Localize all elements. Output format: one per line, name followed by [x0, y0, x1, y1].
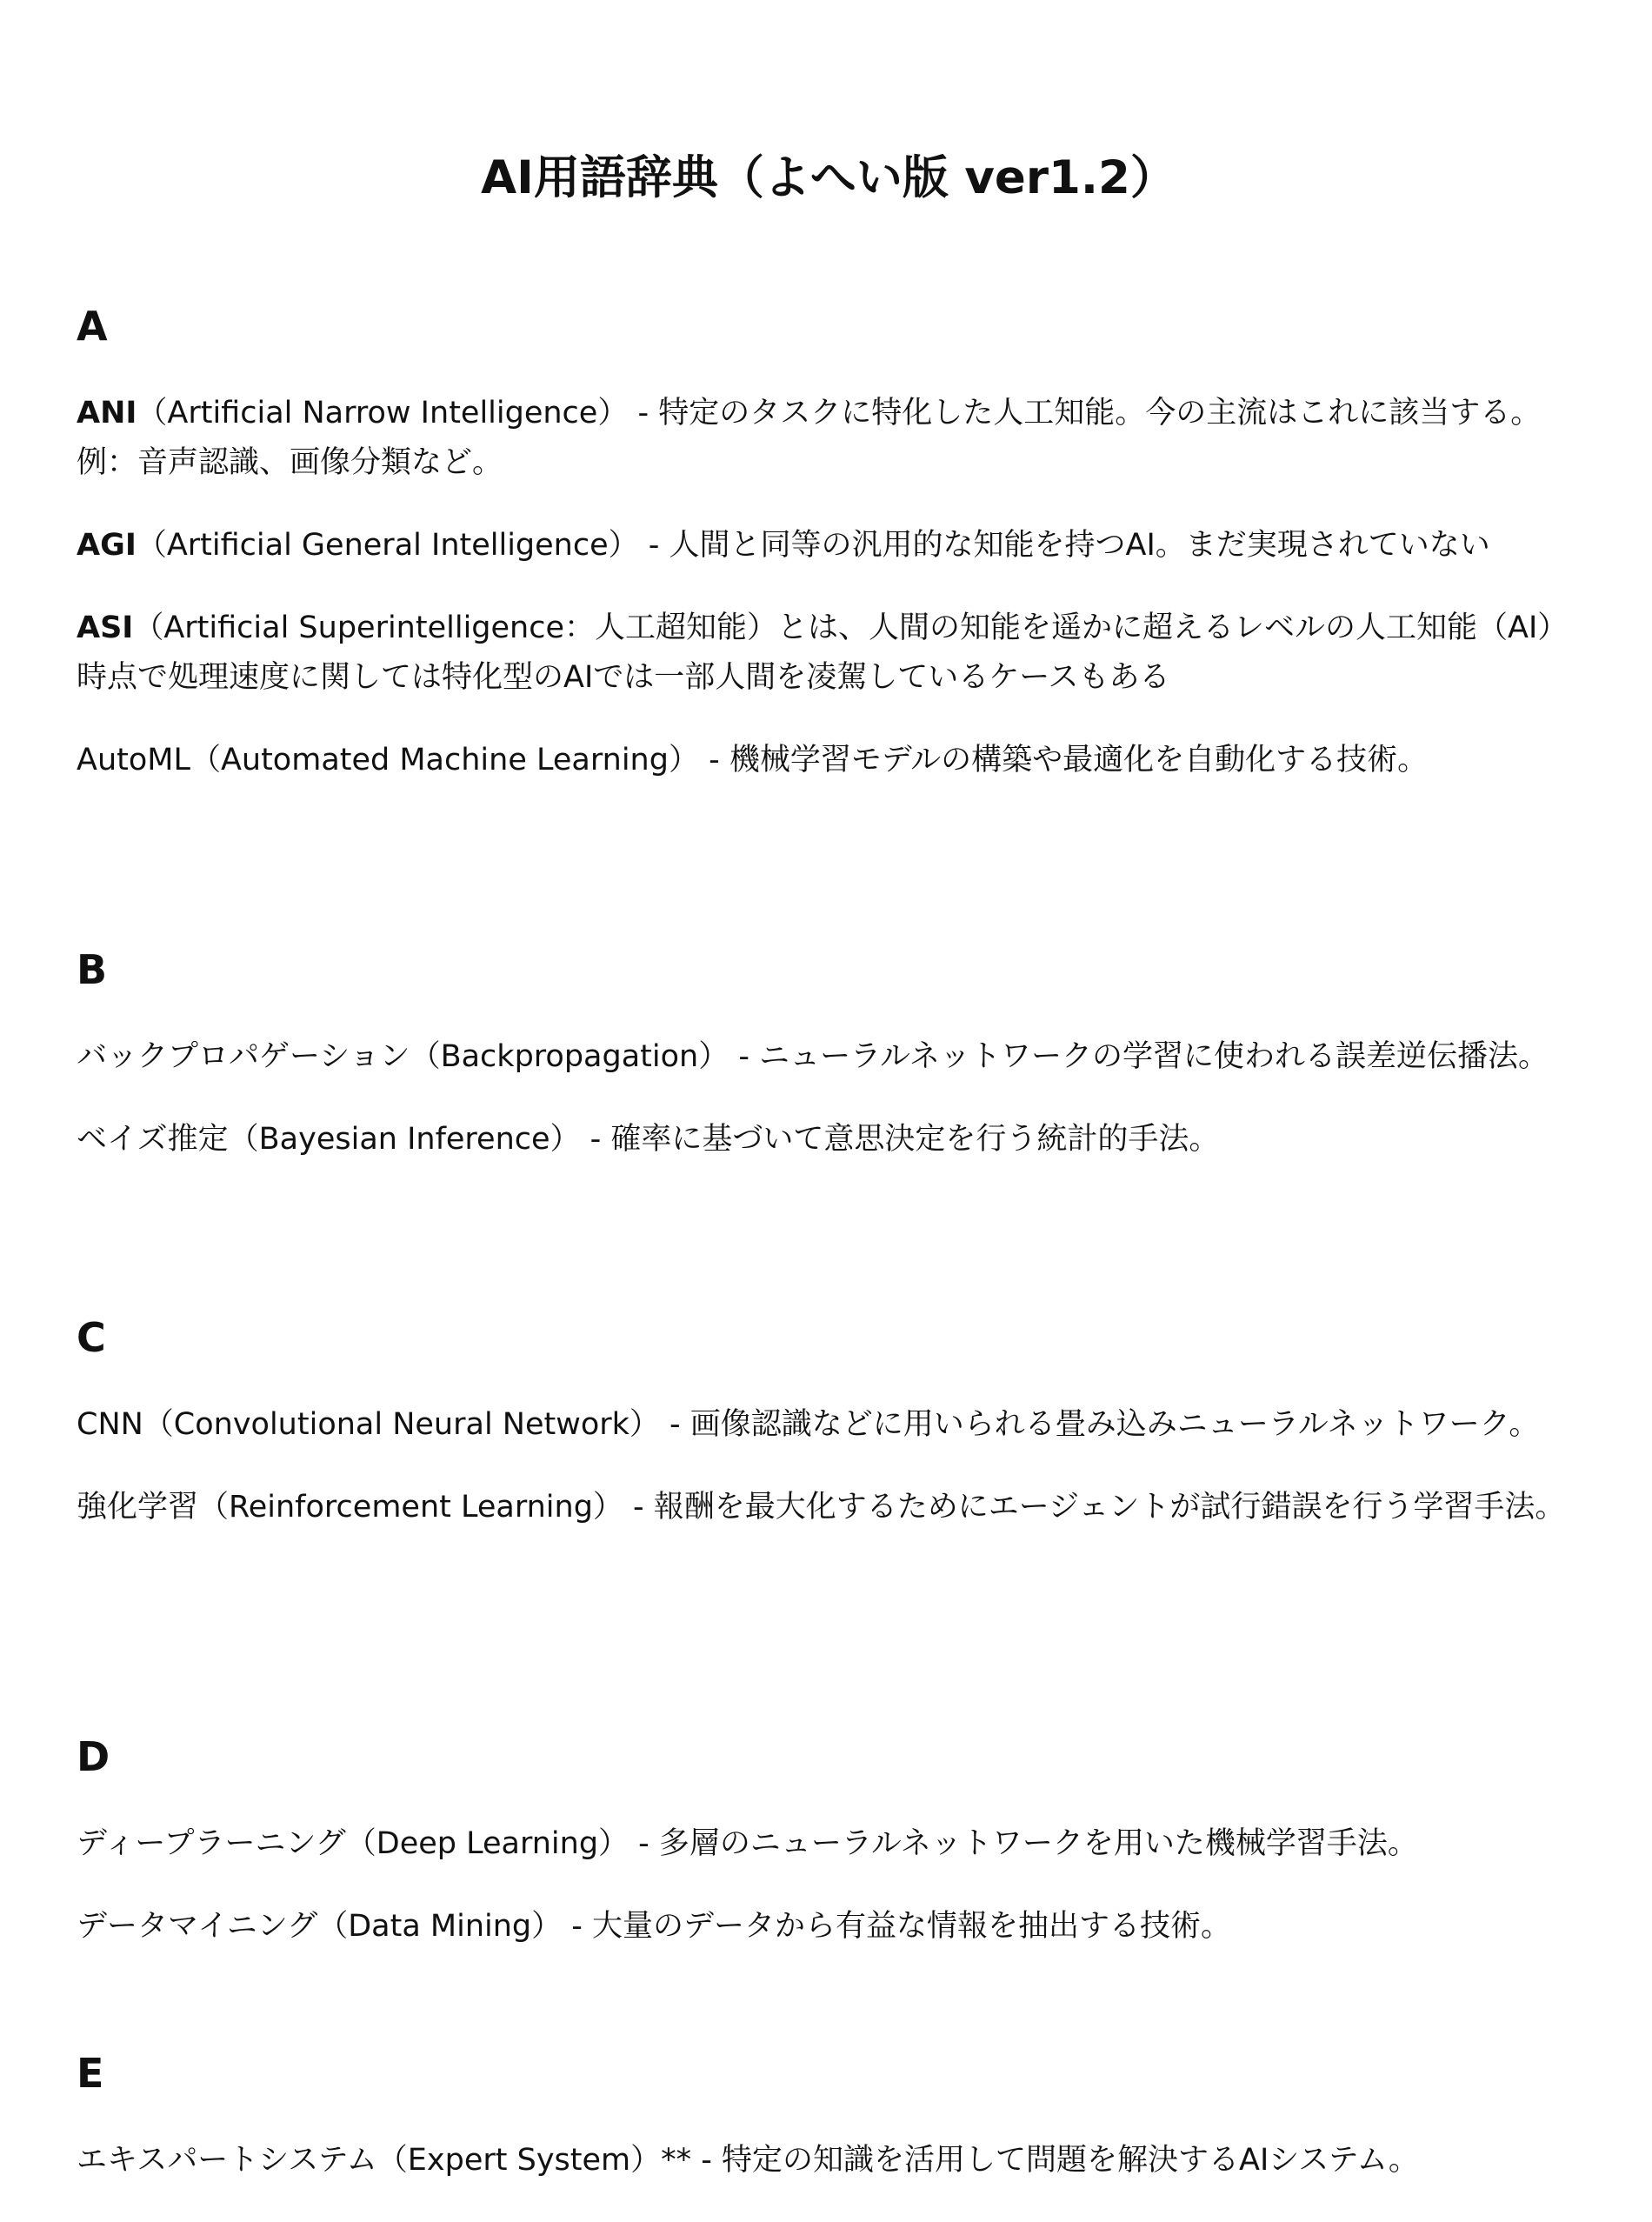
entry-definition: 強化学習（Reinforcement Learning） - 報酬を最大化するためにエージェントが試行錯誤を行う学習手法。 [77, 1490, 1566, 1525]
entry-definition: ディープラーニング（Deep Learning） - 多層のニューラルネットワークを用いた機械学習手法。 [77, 1826, 1418, 1861]
entry-term: AGI [77, 528, 137, 563]
glossary-entry-deep-learning [77, 1819, 1581, 1869]
entry-definition: （Artificial Superintelligence：人工超知能）とは、人間の知能を遥かに超えるレベルの人工知能（AI）時点で処理速度に関しては特化型のAIでは一部人間を凌駕しているケースもある [77, 611, 1569, 695]
glossary-entry-expert-system [77, 2136, 1581, 2185]
glossary-entry-reinforcement-learning [77, 1483, 1581, 1532]
section-letter: A [77, 303, 108, 350]
entry-term: ASI [77, 611, 134, 645]
section-letter: D [77, 1733, 110, 1780]
glossary-entry-ani [77, 389, 1581, 488]
document-page [77, 0, 1581, 2222]
section-letter: C [77, 1314, 106, 1361]
entry-definition: （Artificial Narrow Intelligence） - 特定のタスクに特化した人工知能。今の主流はこれに該当する。 [137, 396, 1542, 430]
section-e [77, 2047, 1581, 2221]
section-letter: E [77, 2050, 104, 2097]
glossary-entry-agi [77, 521, 1581, 571]
glossary-entry-backpropagation [77, 1032, 1581, 1082]
glossary-entry-data-mining [77, 1902, 1581, 1952]
glossary-entry-automl [77, 736, 1581, 785]
entry-example: 例：音声認識、画像分類など。 [77, 445, 503, 480]
entry-definition: （Artificial General Intelligence） - 人間と同等の汎用的な知能を持つAI。まだ実現されていない [136, 528, 1490, 563]
entry-definition: CNN（Convolutional Neural Network） - 画像認識などに用いられる畳み込みニューラルネットワーク。 [77, 1407, 1540, 1442]
entry-definition: ベイズ推定（Bayesian Inference） - 確率に基づいて意思決定を行う統計的手法。 [77, 1122, 1220, 1157]
glossary-entry-cnn [77, 1400, 1581, 1450]
entry-definition: エキスパートシステム（Expert System）** - 特定の知識を活用して問題を解決するAIシステム。 [77, 2143, 1419, 2178]
entry-definition: AutoML（Automated Machine Learning） - 機械学習モデルの構築や最適化を自動化する技術。 [77, 743, 1429, 777]
entry-term: ANI [77, 396, 137, 430]
entry-definition: バックプロパゲーション（Backpropagation） - ニューラルネットワークの学習に使われる誤差逆伝播法。 [77, 1039, 1549, 1074]
glossary-entry-bayesian [77, 1115, 1581, 1164]
glossary-entry-asi [77, 604, 1581, 703]
section-d [77, 1731, 1581, 1987]
document-title: AI用語辞典（よへい版 ver1.2） [481, 151, 1176, 204]
section-a [77, 300, 1581, 821]
section-b [77, 944, 1581, 1200]
entry-definition: データマイニング（Data Mining） - 大量のデータから有益な情報を抽出する技術。 [77, 1909, 1232, 1944]
section-c [77, 1311, 1581, 1568]
section-letter: B [77, 946, 108, 993]
